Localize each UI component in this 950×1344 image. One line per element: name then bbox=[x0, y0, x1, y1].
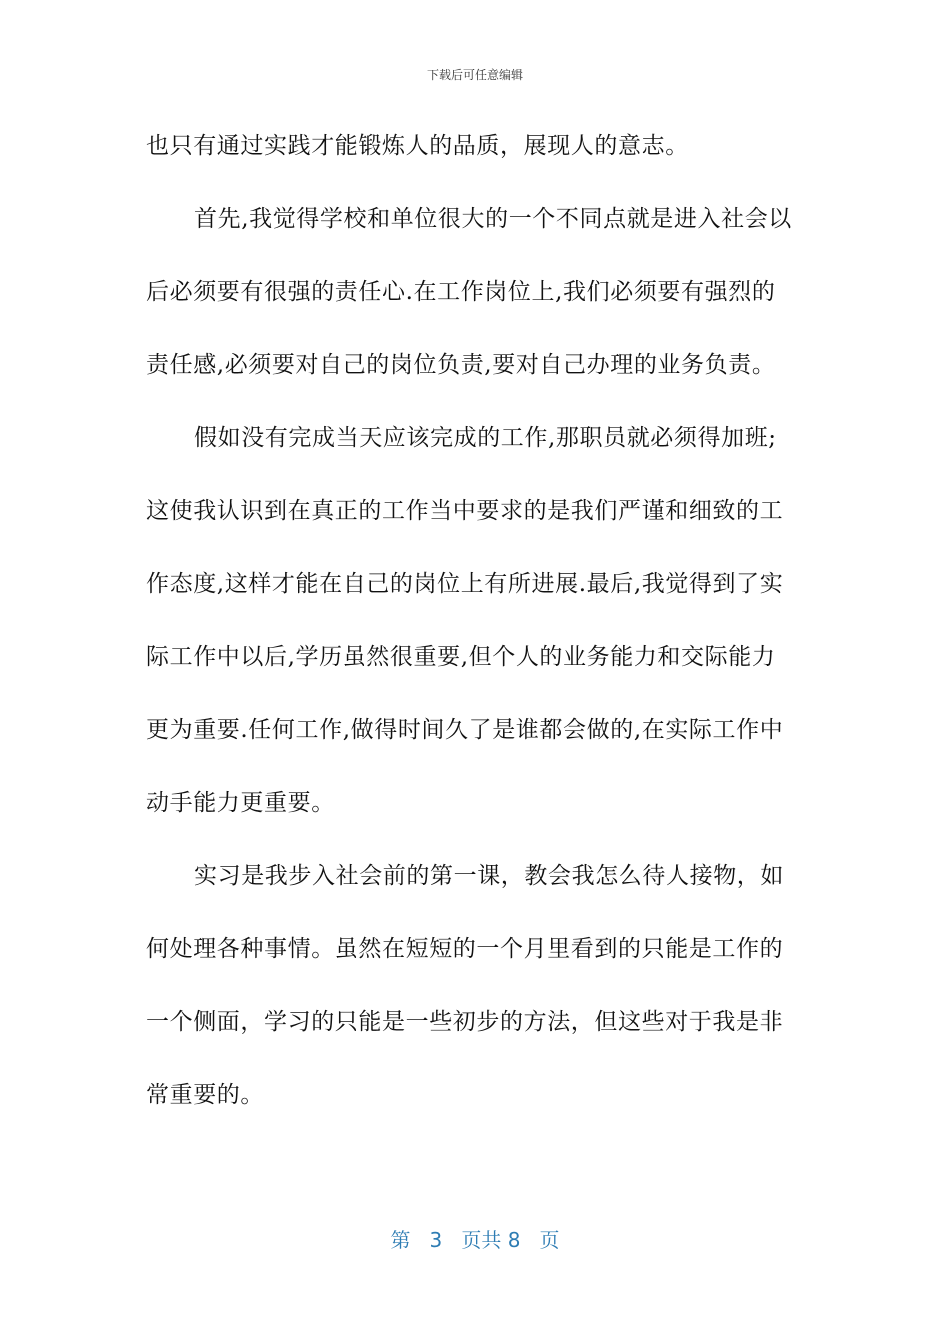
paragraph-2-line-2: 后必须要有很强的责任心.在工作岗位上,我们必须要有强烈的 bbox=[146, 279, 776, 305]
paragraph-2-line-3: 责任感,必须要对自己的岗位负责,要对自己办理的业务负责。 bbox=[146, 352, 776, 378]
total-pages-number: 8 bbox=[507, 1228, 521, 1252]
paragraph-4-line-1: 实习是我步入社会前的第一课，教会我怎么待人接物，如 bbox=[194, 863, 784, 889]
document-body bbox=[146, 123, 808, 1145]
page-header: 下载后可任意编辑 bbox=[426, 68, 523, 82]
paragraph-3-line-2: 这使我认识到在真正的工作当中要求的是我们严谨和细致的工 bbox=[146, 498, 784, 524]
page-label-mid: 页共 bbox=[461, 1228, 502, 1252]
paragraph-2-line-1: 首先,我觉得学校和单位很大的一个不同点就是进入社会以 bbox=[194, 206, 792, 232]
page-label-prefix: 第 bbox=[390, 1228, 411, 1252]
paragraph-3-line-5: 更为重要.任何工作,做得时间久了是谁都会做的,在实际工作中 bbox=[146, 717, 784, 743]
paragraph-3-line-3: 作态度,这样才能在自己的岗位上有所进展.最后,我觉得到了实 bbox=[146, 571, 784, 597]
paragraph-3-line-6: 动手能力更重要。 bbox=[146, 790, 335, 816]
paragraph-4-line-3: 一个侧面，学习的只能是一些初步的方法，但这些对于我是非 bbox=[146, 1009, 784, 1035]
paragraph-4-line-2: 何处理各种事情。虽然在短短的一个月里看到的只能是工作的 bbox=[146, 936, 784, 962]
paragraph-3-line-1: 假如没有完成当天应该完成的工作,那职员就必须得加班; bbox=[194, 425, 777, 451]
paragraph-3-line-4: 际工作中以后,学历虽然很重要,但个人的业务能力和交际能力 bbox=[146, 644, 776, 670]
page-number-footer bbox=[0, 1224, 950, 1253]
current-page-number: 3 bbox=[429, 1228, 443, 1252]
paragraph-4-line-4: 常重要的。 bbox=[146, 1082, 264, 1108]
page-label-suffix: 页 bbox=[539, 1228, 560, 1252]
paragraph-1-line-1: 也只有通过实践才能锻炼人的品质，展现人的意志。 bbox=[146, 133, 689, 159]
